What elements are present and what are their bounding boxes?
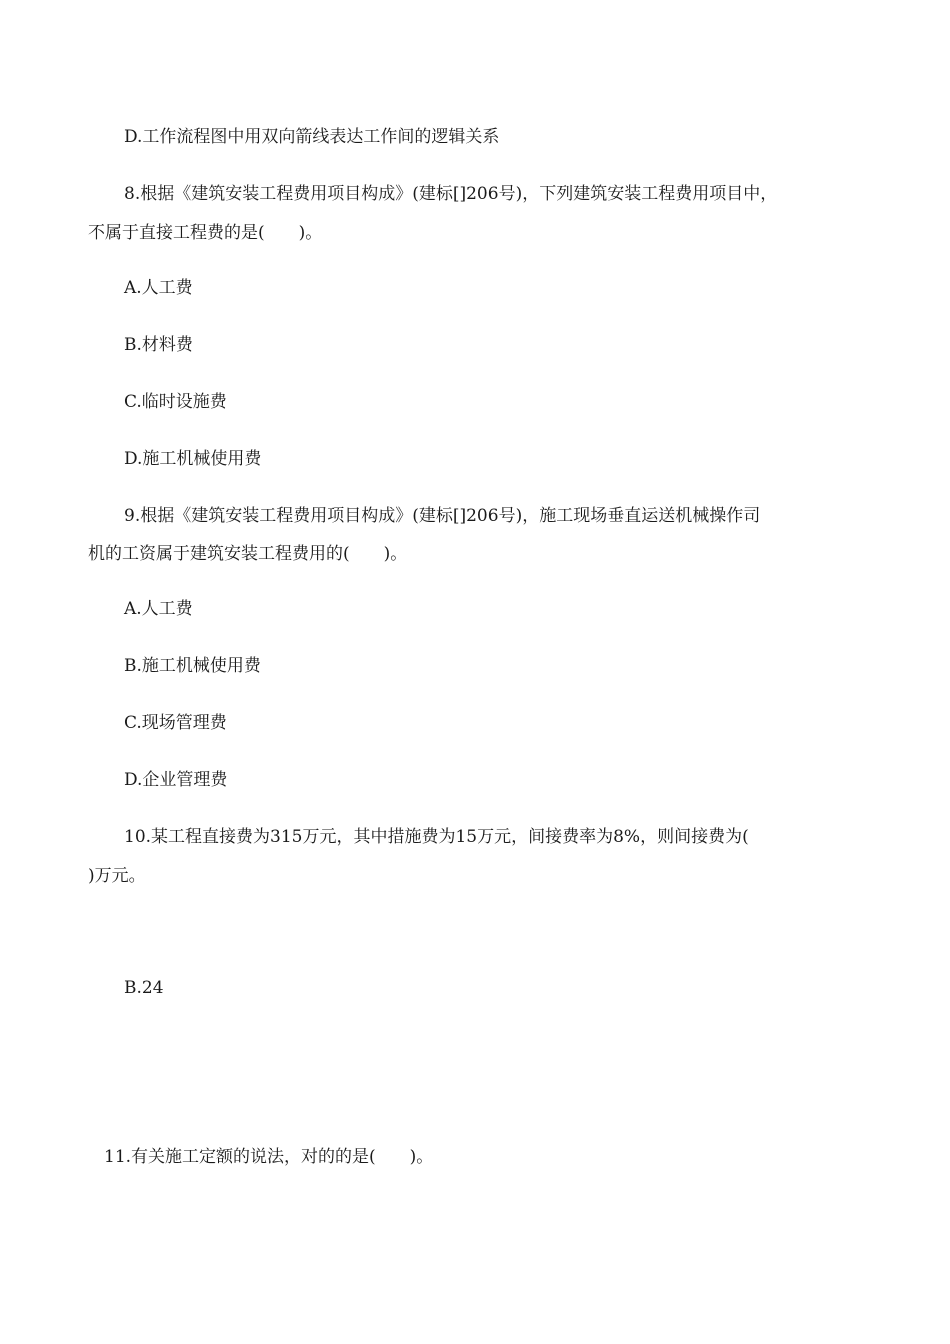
previous-question-option-d: D.工作流程图中用双向箭线表达工作间的逻辑关系 xyxy=(124,127,500,147)
question-10-stem-line1: 10.某工程直接费为315万元，其中措施费为15万元，间接费率为8%，则间接费为( xyxy=(124,827,749,847)
question-9-stem-line2: 机的工资属于建筑安装工程费用的( )。 xyxy=(88,544,408,564)
question-11-stem-line1: 11.有关施工定额的说法，对的的是( )。 xyxy=(104,1147,434,1167)
question-10-option-b: B.24 xyxy=(124,978,164,998)
question-9-option-b: B.施工机械使用费 xyxy=(124,656,261,676)
question-8-option-a: A.人工费 xyxy=(124,278,193,298)
question-8-stem-line2: 不属于直接工程费的是( )。 xyxy=(88,223,323,243)
question-8-option-c: C.临时设施费 xyxy=(124,392,227,412)
question-9-stem-line1: 9.根据《建筑安装工程费用项目构成》(建标[]206号)，施工现场垂直运送机械操作司 xyxy=(124,506,761,526)
question-8-option-d: D.施工机械使用费 xyxy=(124,449,262,469)
question-9-option-d: D.企业管理费 xyxy=(124,770,228,790)
question-10-stem-line2: )万元。 xyxy=(88,866,146,886)
question-9-option-c: C.现场管理费 xyxy=(124,713,227,733)
question-8-stem-line1: 8.根据《建筑安装工程费用项目构成》(建标[]206号)，下列建筑安装工程费用项目中， xyxy=(124,184,778,204)
question-8-option-b: B.材料费 xyxy=(124,335,193,355)
question-9-option-a: A.人工费 xyxy=(124,599,193,619)
